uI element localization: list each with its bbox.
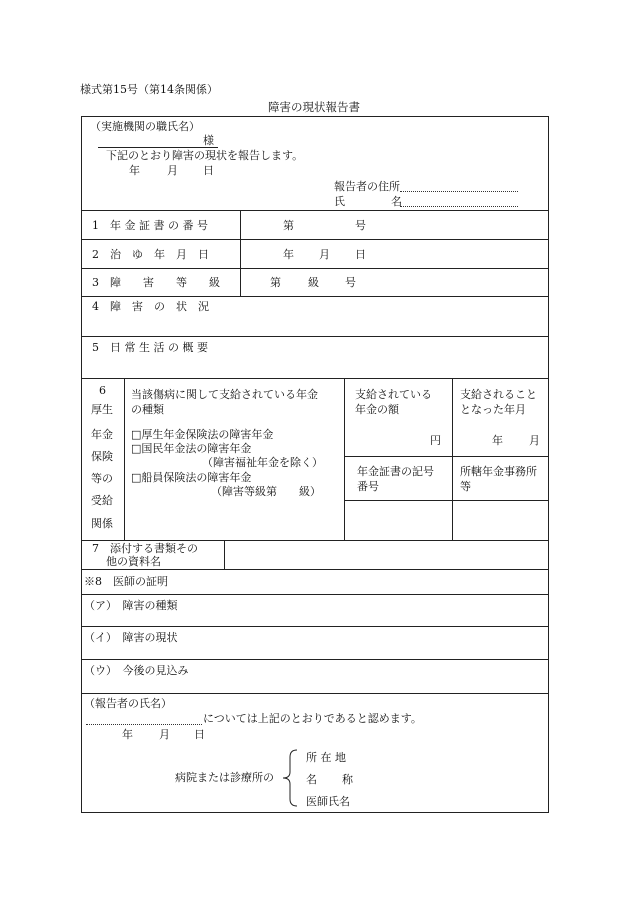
section6-side-label-3: 保険 bbox=[91, 450, 113, 463]
col3-header-l2: となった年月 bbox=[460, 403, 526, 416]
reporter-address-label: 報告者の住所 bbox=[334, 180, 400, 193]
start-month: 月 bbox=[529, 434, 540, 447]
row7-label-l2: 他の資料名 bbox=[106, 555, 161, 568]
cert-code-l2: 番号 bbox=[357, 480, 379, 493]
reporter-name-line bbox=[400, 206, 518, 207]
footer-date-year: 年 bbox=[122, 728, 133, 741]
hospital-location: 所 在 地 bbox=[306, 751, 346, 764]
row1-value-a: 第 bbox=[283, 219, 294, 232]
pension-option-senin[interactable]: □船員保険法の障害年金 bbox=[131, 471, 252, 484]
footer-certify-text: については上記のとおりであると認めます。 bbox=[203, 712, 422, 725]
row3-value-a: 第 bbox=[270, 276, 281, 289]
reporter-name-label-a: 氏 bbox=[334, 195, 345, 208]
pension-option-kokumin-note: （障害福祉年金を除く） bbox=[202, 456, 323, 469]
pension-option-kosei[interactable]: □厚生年金保険法の障害年金 bbox=[131, 428, 274, 441]
reporter-name-label-b: 名 bbox=[391, 195, 402, 208]
row4-label: 4 障 害 の 状 況 bbox=[92, 300, 209, 313]
row2-label: 2 治 ゆ 年 月 日 bbox=[92, 248, 209, 261]
doctor-u: （ウ） 今後の見込み bbox=[84, 664, 189, 677]
col2-header-l1: 支給されている bbox=[355, 388, 432, 401]
row1-label: 1 年 金 証 書 の 番 号 bbox=[92, 219, 208, 232]
office-l1: 所轄年金事務所 bbox=[460, 465, 537, 478]
section6-side-label-4: 等の bbox=[91, 472, 113, 485]
amount-yen: 円 bbox=[430, 434, 441, 447]
hospital-name-a: 名 bbox=[306, 773, 317, 786]
sama-label: 様 bbox=[203, 134, 214, 147]
row3-value-b: 級 bbox=[308, 276, 319, 289]
row3-value-c: 号 bbox=[345, 276, 356, 289]
pension-option-kokumin[interactable]: □国民年金法の障害年金 bbox=[131, 442, 252, 455]
cert-code-l1: 年金証書の記号 bbox=[357, 465, 434, 478]
row7-label-l1: 7 添付する書類その bbox=[92, 542, 198, 555]
doctor-a: （ア） 障害の種類 bbox=[84, 599, 178, 612]
doctor-i: （イ） 障害の現状 bbox=[84, 631, 178, 644]
reporter-address-line bbox=[400, 191, 518, 192]
section6-side-label-5: 受給 bbox=[91, 494, 113, 507]
office-l2: 等 bbox=[460, 480, 471, 493]
col2-header-l2: 年金の額 bbox=[355, 403, 399, 416]
footer-reporter-name-label: （報告者の氏名） bbox=[84, 697, 172, 710]
footer-date-day: 日 bbox=[194, 728, 205, 741]
intro-text: 下記のとおり障害の現状を報告します。 bbox=[106, 149, 304, 162]
hospital-name-b: 称 bbox=[342, 773, 353, 786]
date-month: 月 bbox=[167, 164, 178, 177]
section6-side-label-2: 年金 bbox=[91, 428, 113, 441]
form-number: 様式第15号（第14条関係） bbox=[80, 83, 218, 96]
doctor-heading: ※8 医師の証明 bbox=[84, 575, 168, 588]
pension-option-senin-note: （障害等級第 級） bbox=[211, 485, 321, 498]
col1-header-l2: の種類 bbox=[131, 403, 164, 416]
section6-side-label-6: 関係 bbox=[91, 517, 113, 530]
footer-reporter-name-line bbox=[86, 724, 202, 725]
row3-label: 3 障 害 等 級 bbox=[92, 276, 220, 289]
hospital-label: 病院または診療所の bbox=[175, 771, 274, 784]
date-day: 日 bbox=[203, 164, 214, 177]
col3-header-l1: 支給されること bbox=[460, 388, 537, 401]
brace-icon bbox=[281, 749, 299, 807]
agency-underline bbox=[98, 147, 218, 148]
agency-label: （実施機関の職氏名） bbox=[90, 120, 200, 133]
row2-value-day: 日 bbox=[355, 248, 366, 261]
date-year: 年 bbox=[129, 164, 140, 177]
section6-side-label-0: 6 bbox=[99, 384, 106, 397]
row2-value-year: 年 bbox=[283, 248, 294, 261]
footer-date-month: 月 bbox=[159, 728, 170, 741]
row1-value-b: 号 bbox=[355, 219, 366, 232]
row2-value-month: 月 bbox=[319, 248, 330, 261]
section6-side-label-1: 厚生 bbox=[91, 403, 113, 416]
start-year: 年 bbox=[492, 434, 503, 447]
row5-label: 5 日 常 生 活 の 概 要 bbox=[92, 341, 208, 354]
col1-header-l1: 当該傷病に関して支給されている年金 bbox=[131, 388, 318, 401]
hospital-doctor-name: 医師氏名 bbox=[306, 795, 350, 808]
page-title: 障害の現状報告書 bbox=[268, 100, 360, 114]
